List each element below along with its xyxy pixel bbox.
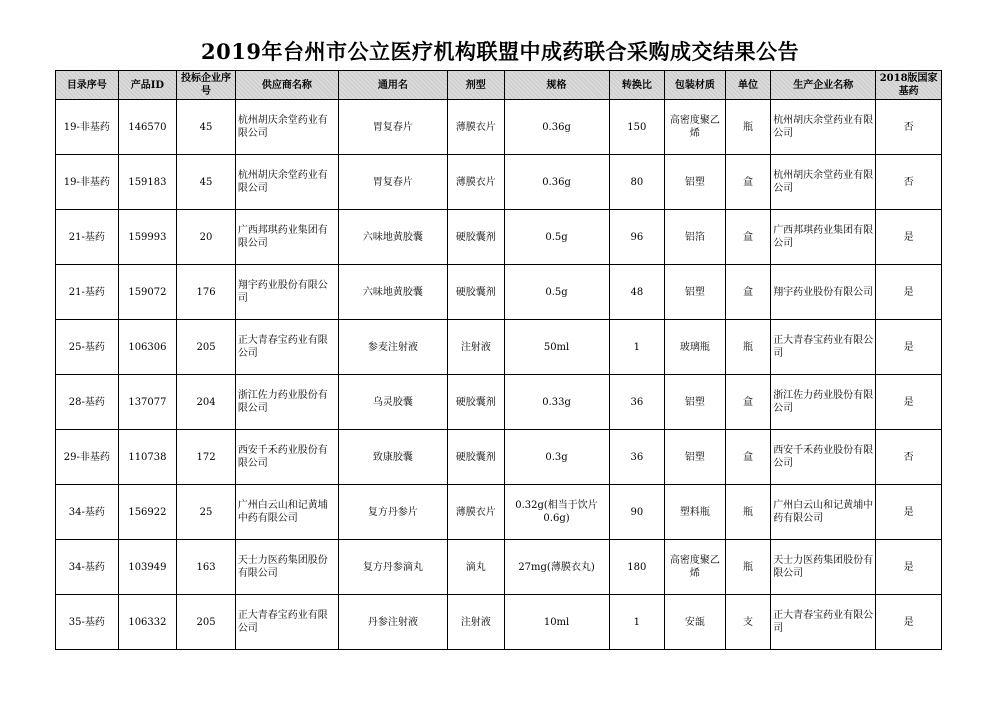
cell-unit: 瓶	[725, 540, 770, 595]
cell-product-id: 137077	[118, 375, 177, 430]
cell-essential-drug: 否	[876, 430, 942, 485]
cell-bidder-no: 204	[177, 375, 236, 430]
cell-product-id: 159993	[118, 210, 177, 265]
cell-generic-name: 胃复春片	[338, 100, 447, 155]
cell-spec: 0.5g	[504, 265, 609, 320]
cell-essential-drug: 是	[876, 485, 942, 540]
cell-unit: 盒	[725, 155, 770, 210]
table-row	[56, 320, 942, 375]
table-row	[56, 375, 942, 430]
cell-dosage-form: 薄膜衣片	[447, 155, 504, 210]
cell-product-id: 110738	[118, 430, 177, 485]
cell-essential-drug: 是	[876, 540, 942, 595]
cell-spec: 0.32g(相当于饮片0.6g)	[504, 485, 609, 540]
col-header-unit: 单位	[725, 71, 770, 100]
cell-dosage-form: 注射液	[447, 320, 504, 375]
cell-unit: 瓶	[725, 485, 770, 540]
cell-conversion-ratio: 1	[609, 595, 665, 650]
cell-catalog-no: 34-基药	[56, 485, 119, 540]
cell-product-id: 156922	[118, 485, 177, 540]
cell-product-id: 159183	[118, 155, 177, 210]
cell-bidder-no: 45	[177, 155, 236, 210]
cell-catalog-no: 29-非基药	[56, 430, 119, 485]
cell-generic-name: 乌灵胶囊	[338, 375, 447, 430]
cell-packaging: 铝箔	[665, 210, 726, 265]
cell-spec: 27mg(薄膜衣丸)	[504, 540, 609, 595]
cell-manufacturer: 杭州胡庆余堂药业有限公司	[771, 100, 876, 155]
cell-manufacturer: 正大青春宝药业有限公司	[771, 320, 876, 375]
cell-supplier: 杭州胡庆余堂药业有限公司	[235, 100, 338, 155]
cell-supplier: 广州白云山和记黄埔中药有限公司	[235, 485, 338, 540]
col-header-bidder-no: 投标企业序号	[177, 71, 236, 100]
cell-spec: 50ml	[504, 320, 609, 375]
table-row	[56, 595, 942, 650]
cell-packaging: 铝塑	[665, 430, 726, 485]
cell-dosage-form: 注射液	[447, 595, 504, 650]
cell-spec: 10ml	[504, 595, 609, 650]
cell-generic-name: 参麦注射液	[338, 320, 447, 375]
cell-bidder-no: 25	[177, 485, 236, 540]
cell-bidder-no: 45	[177, 100, 236, 155]
cell-conversion-ratio: 1	[609, 320, 665, 375]
cell-packaging: 铝塑	[665, 375, 726, 430]
table-row	[56, 265, 942, 320]
cell-manufacturer: 西安千禾药业股份有限公司	[771, 430, 876, 485]
cell-packaging: 高密度聚乙烯	[665, 540, 726, 595]
cell-bidder-no: 176	[177, 265, 236, 320]
table-row	[56, 430, 942, 485]
cell-supplier: 翔宇药业股份有限公司	[235, 265, 338, 320]
cell-bidder-no: 205	[177, 320, 236, 375]
cell-bidder-no: 205	[177, 595, 236, 650]
cell-dosage-form: 薄膜衣片	[447, 485, 504, 540]
cell-product-id: 106306	[118, 320, 177, 375]
table-row	[56, 155, 942, 210]
cell-unit: 瓶	[725, 320, 770, 375]
cell-supplier: 杭州胡庆余堂药业有限公司	[235, 155, 338, 210]
cell-packaging: 铝塑	[665, 265, 726, 320]
cell-dosage-form: 硬胶囊剂	[447, 430, 504, 485]
cell-packaging: 铝塑	[665, 155, 726, 210]
table-row	[56, 210, 942, 265]
cell-unit: 盒	[725, 210, 770, 265]
cell-unit: 盒	[725, 265, 770, 320]
col-header-manufacturer: 生产企业名称	[771, 71, 876, 100]
cell-unit: 瓶	[725, 100, 770, 155]
cell-spec: 0.5g	[504, 210, 609, 265]
cell-generic-name: 六味地黄胶囊	[338, 265, 447, 320]
cell-bidder-no: 20	[177, 210, 236, 265]
cell-spec: 0.33g	[504, 375, 609, 430]
col-header-generic-name: 通用名	[338, 71, 447, 100]
cell-catalog-no: 35-基药	[56, 595, 119, 650]
cell-product-id: 103949	[118, 540, 177, 595]
cell-generic-name: 六味地黄胶囊	[338, 210, 447, 265]
cell-product-id: 159072	[118, 265, 177, 320]
cell-packaging: 玻璃瓶	[665, 320, 726, 375]
col-header-supplier: 供应商名称	[235, 71, 338, 100]
col-header-product-id: 产品ID	[118, 71, 177, 100]
cell-spec: 0.36g	[504, 100, 609, 155]
cell-essential-drug: 否	[876, 155, 942, 210]
cell-manufacturer: 杭州胡庆余堂药业有限公司	[771, 155, 876, 210]
col-header-essential-drug: 2018版国家基药	[876, 71, 942, 100]
cell-essential-drug: 是	[876, 210, 942, 265]
cell-packaging: 高密度聚乙烯	[665, 100, 726, 155]
cell-conversion-ratio: 80	[609, 155, 665, 210]
col-header-spec: 规格	[504, 71, 609, 100]
cell-essential-drug: 是	[876, 320, 942, 375]
cell-essential-drug: 是	[876, 595, 942, 650]
cell-supplier: 正大青春宝药业有限公司	[235, 595, 338, 650]
cell-product-id: 146570	[118, 100, 177, 155]
cell-essential-drug: 是	[876, 375, 942, 430]
cell-conversion-ratio: 36	[609, 375, 665, 430]
cell-supplier: 正大青春宝药业有限公司	[235, 320, 338, 375]
cell-conversion-ratio: 90	[609, 485, 665, 540]
cell-dosage-form: 硬胶囊剂	[447, 210, 504, 265]
cell-unit: 支	[725, 595, 770, 650]
cell-dosage-form: 硬胶囊剂	[447, 375, 504, 430]
table-row	[56, 485, 942, 540]
cell-supplier: 浙江佐力药业股份有限公司	[235, 375, 338, 430]
cell-spec: 0.3g	[504, 430, 609, 485]
cell-generic-name: 复方丹参片	[338, 485, 447, 540]
page-title: 2019年台州市公立医疗机构联盟中成药联合采购成交结果公告	[201, 39, 799, 64]
cell-conversion-ratio: 150	[609, 100, 665, 155]
cell-conversion-ratio: 48	[609, 265, 665, 320]
cell-spec: 0.36g	[504, 155, 609, 210]
cell-product-id: 106332	[118, 595, 177, 650]
cell-dosage-form: 硬胶囊剂	[447, 265, 504, 320]
cell-packaging: 安瓿	[665, 595, 726, 650]
col-header-packaging: 包装材质	[665, 71, 726, 100]
cell-supplier: 天士力医药集团股份有限公司	[235, 540, 338, 595]
cell-catalog-no: 28-基药	[56, 375, 119, 430]
cell-bidder-no: 172	[177, 430, 236, 485]
col-header-dosage-form: 剂型	[447, 71, 504, 100]
cell-manufacturer: 浙江佐力药业股份有限公司	[771, 375, 876, 430]
cell-unit: 盒	[725, 375, 770, 430]
cell-generic-name: 复方丹参滴丸	[338, 540, 447, 595]
cell-manufacturer: 翔宇药业股份有限公司	[771, 265, 876, 320]
cell-conversion-ratio: 36	[609, 430, 665, 485]
cell-generic-name: 丹参注射液	[338, 595, 447, 650]
table-row	[56, 540, 942, 595]
cell-catalog-no: 21-基药	[56, 265, 119, 320]
cell-essential-drug: 是	[876, 265, 942, 320]
cell-catalog-no: 21-基药	[56, 210, 119, 265]
cell-packaging: 塑料瓶	[665, 485, 726, 540]
cell-supplier: 广西邦琪药业集团有限公司	[235, 210, 338, 265]
cell-catalog-no: 19-非基药	[56, 155, 119, 210]
results-table	[55, 70, 942, 650]
cell-dosage-form: 滴丸	[447, 540, 504, 595]
cell-catalog-no: 25-基药	[56, 320, 119, 375]
cell-catalog-no: 34-基药	[56, 540, 119, 595]
table-header-row	[56, 71, 942, 100]
cell-supplier: 西安千禾药业股份有限公司	[235, 430, 338, 485]
cell-unit: 盒	[725, 430, 770, 485]
cell-generic-name: 致康胶囊	[338, 430, 447, 485]
table-row	[56, 100, 942, 155]
cell-bidder-no: 163	[177, 540, 236, 595]
cell-manufacturer: 天士力医药集团股份有限公司	[771, 540, 876, 595]
cell-manufacturer: 广西邦琪药业集团有限公司	[771, 210, 876, 265]
cell-essential-drug: 否	[876, 100, 942, 155]
cell-conversion-ratio: 180	[609, 540, 665, 595]
cell-catalog-no: 19-非基药	[56, 100, 119, 155]
cell-manufacturer: 广州白云山和记黄埔中药有限公司	[771, 485, 876, 540]
col-header-catalog-no: 目录序号	[56, 71, 119, 100]
col-header-conversion-ratio: 转换比	[609, 71, 665, 100]
cell-conversion-ratio: 96	[609, 210, 665, 265]
cell-generic-name: 胃复春片	[338, 155, 447, 210]
cell-manufacturer: 正大青春宝药业有限公司	[771, 595, 876, 650]
cell-dosage-form: 薄膜衣片	[447, 100, 504, 155]
